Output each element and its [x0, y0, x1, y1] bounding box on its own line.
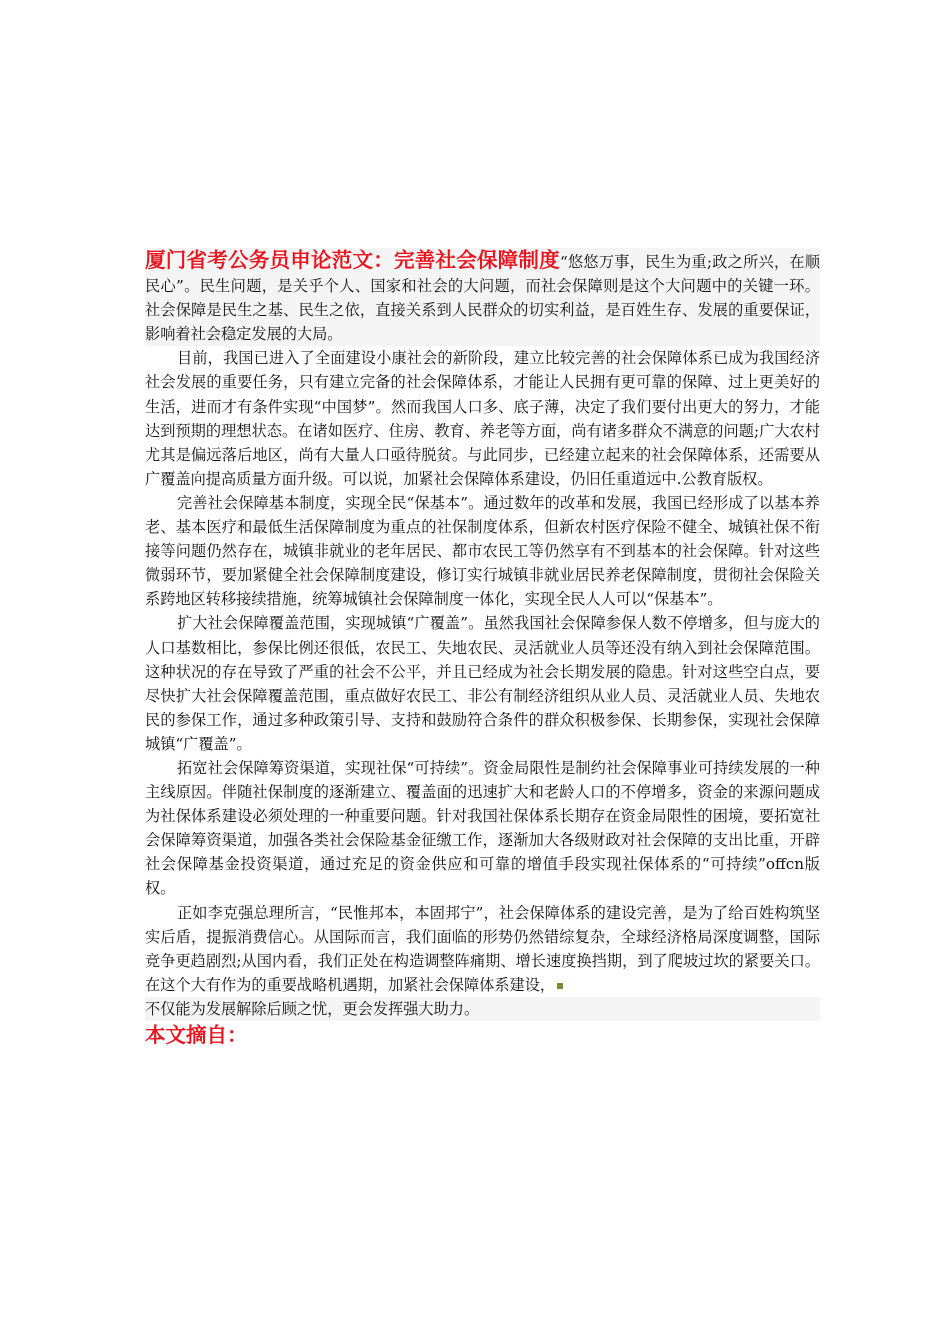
paragraph-5 [145, 901, 820, 997]
paragraph-1: 目前，我国已进入了全面建设小康社会的新阶段，建立比较完善的社会保障体系已成为我国经济社会发展的重要任务，只有建立完备的社会保障体系，才能让人民拥有更可靠的保障、过上更美好的生活，进而才有条件实现“中国梦”。然而我国人口多、底子薄，决定了我们要付出更大的努力，才能达到预期的理想状态。在诸如医疗、住房、教育、养老等方面，尚有诸多群众不满意的问题;广大农村尤其是偏远落后地区，尚有大量人口亟待脱贫。与此同步，已经建立起来的社会保障体系，还需要从广覆盖向提高质量方面升级。可以说，加紧社会保障体系建设，仍旧任重道远中.公教育版权。 [145, 349, 820, 488]
article [145, 248, 820, 1047]
paragraph-6: 不仅能为发展解除后顾之忧，更会发挥强大助力。 [145, 997, 820, 1021]
paragraph-4: 拓宽社会保障筹资渠道，实现社保“可持续”。资金局限性是制约社会保障事业可持续发展的一种主线原因。伴随社保制度的逐渐建立、覆盖面的迅速扩大和老龄人口的不停增多，资金的来源问题成为社保体系建设必须处理的一种重要问题。针对我国社保体系长期存在资金局限性的困境，要拓宽社会保障筹资渠道，加强各类社会保险基金征缴工作，逐渐加大各级财政对社会保障的支出比重，开辟社会保障基金投资渠道，通过充足的资金供应和可靠的增值手段实现社保体系的“可持续”offcn版权。 [145, 758, 820, 898]
paragraph-3: 扩大社会保障覆盖范围，实现城镇“广覆盖”。虽然我国社会保障参保人数不停增多，但与庞大的人口基数相比，参保比例还很低，农民工、失地农民、灵活就业人员等还没有纳入到社会保障范围。这种状况的存在导致了严重的社会不公平，并且已经成为社会长期发展的隐患。针对这些空白点，要尽快扩大社会保障覆盖范围，重点做好农民工、非公有制经济组织从业人员、灵活就业人员、失地农民的参保工作，通过多种政策引导、支持和鼓励符合条件的群众积极参保、长期参保，实现社会保障城镇“广覆盖”。 [145, 614, 820, 753]
intro-paragraph [145, 248, 820, 346]
article-title: 厦门省考公务员申论范文：完善社会保障制度 [145, 248, 560, 272]
paragraph-5-text: 正如李克强总理所言，“民惟邦本，本固邦宁”，社会保障体系的建设完善，是为了给百姓构筑坚实后盾，提振消费信心。从国际而言，我们面临的形势仍然错综复杂，全球经济格局深度调整，国际竞争更趋剧烈;从国内看，我们正处在构造调整阵痛期、增长速度换挡期，到了爬坡过坎的紧要关口。在这个大有作为的重要战略机遇期，加紧社会保障体系建设， [145, 903, 820, 994]
intro-text: “悠悠万事，民生为重;政之所兴，在顺民心”。民生问题，是关乎个人、国家和社会的大问题，而社会保障则是这个大问题中的关键一环。社会保障是民生之基、民生之依，直接关系到人民群众的切实利益，是百姓生存、发展的重要保证，影响着社会稳定发展的大局。 [145, 253, 821, 344]
paragraph-2: 完善社会保障基本制度，实现全民“保基本”。通过数年的改革和发展，我国已经形成了以基本养老、基本医疗和最低生活保障制度为重点的社保制度体系，但新农村医疗保险不健全、城镇社保不衔接等问题仍然存在，城镇非就业的老年居民、都市农民工等仍然享有不到基本的社会保障。针对这些微弱环节，要加紧健全社会保障制度建设，修订实行城镇非就业居民养老保障制度，贯彻社会保险关系跨地区转移接续措施，统筹城镇社会保障制度一体化，实现全民人人可以“保基本”。 [145, 493, 820, 609]
source-label: 本文摘自： [145, 1023, 248, 1047]
small-image-icon [557, 983, 563, 989]
